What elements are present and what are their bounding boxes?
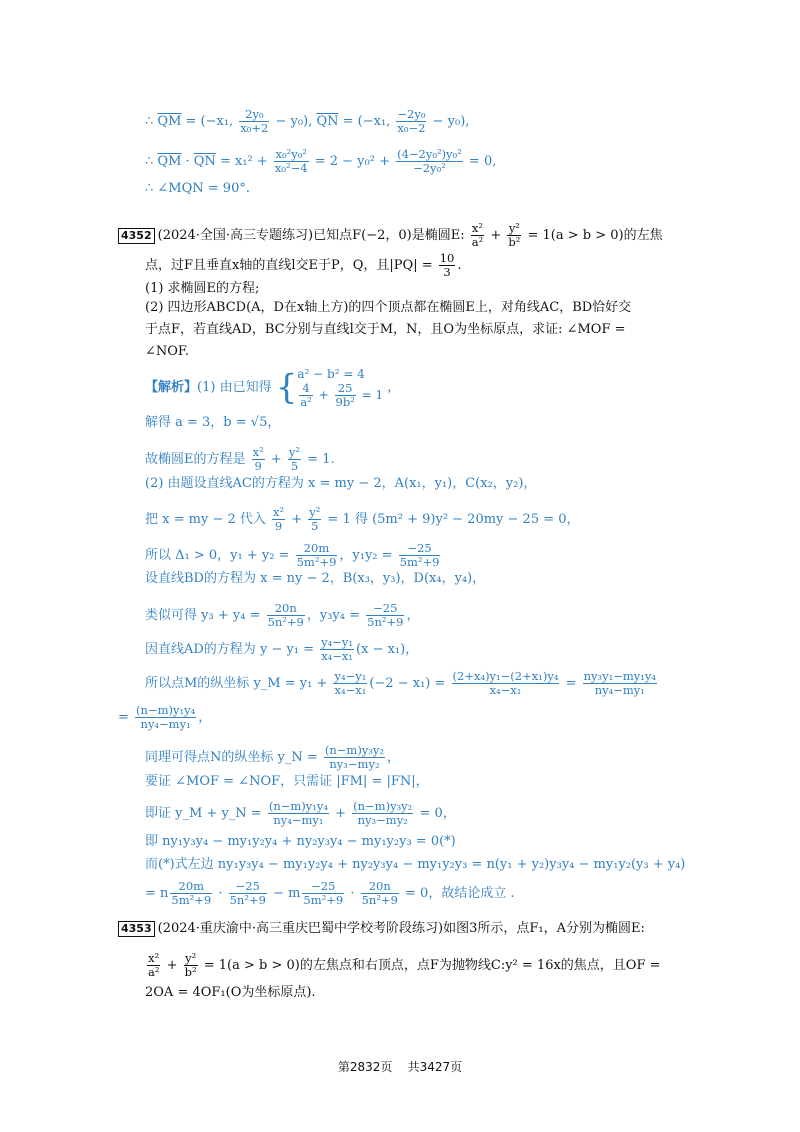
question-number-badge: 4353 bbox=[118, 921, 155, 937]
solution-step-12: 同理可得点N的纵坐标 y_N = $\frac{\text{(n−m)y₃y₂}}{\text{ny₃−my₂}}$ ， bbox=[145, 743, 401, 771]
q4352-stem-line-1: 4352 (2024·全国·高三专题练习)已知点F(−2，0)是椭圆E: $\frac{\text{x²}}{\text{a²}}$ + $\frac{\text{y²}}{\text{b²}}$ = 1(a > b > 0)的左焦 bbox=[118, 222, 663, 249]
solution-step-11: = $\frac{\text{(n−m)y₁y₄}}{\text{ny₄−my₁}}$ ， bbox=[118, 703, 212, 731]
solution-step-17: = n $\frac{20m}{\text{5m²+9}}$ · $\frac{-25}{\text{5n²+9}}$ − m $\frac{-25}{\text{5m²+9}}$ · $\frac{20n}{\text{5n²+9}}$ = 0，故结论成立 . bbox=[145, 879, 515, 907]
page-total: 共3427页 bbox=[407, 1060, 463, 1074]
solution-step-13: 要证 ∠MOF = ∠NOF，只需证 |FM| = |FN|， bbox=[145, 774, 429, 789]
solution-step-7: 设直线BD的方程为 x = ny − 2，B(x₃，y₃)，D(x₄，y₄)， bbox=[145, 571, 486, 586]
q4352-stem-line-2: 点，过F且垂直x轴的直线l交E于P，Q，且|PQ| = $\frac{10}{3}$ . bbox=[145, 251, 462, 279]
solution-step-14: 即证 y_M + y_N = $\frac{\text{(n−m)y₁y₄}}{\text{ny₄−my₁}}$ + $\frac{\text{(n−m)y₃y₂}}{\text{ny₃−my₂}}$ = 0， bbox=[145, 799, 456, 827]
prev-line-2: ∴ $\overline{QM} \cdot \overline{QN} = x_1^2$ + $\frac{\text{x₀²y₀²}}{\text{x₀²−4}}$ = 2 − y₀² + $\frac{\text{(4−2y₀²)y₀²}}{\text{−2y₀²}}$ = 0, bbox=[145, 147, 497, 175]
q4352-part-2-line-3: ∠NOF. bbox=[145, 344, 190, 359]
solution-step-3: 故椭圆E的方程是 $\frac{\text{x²}}{9}$ + $\frac{\text{y²}}{5}$ = 1. bbox=[145, 445, 335, 473]
q4353-line-3: 2OA = 4OF₁(O为坐标原点). bbox=[145, 985, 316, 1000]
solution-step-16: 而(*)式左边 ny₁y₃y₄ − my₁y₂y₄ + ny₂y₃y₄ − my₁y₂y₃ = n(y₁ + y₂)y₃y₄ − my₁y₂(y₃ + y₄) bbox=[145, 857, 686, 872]
solution-step-10: 所以点M的纵坐标 y_M = y₁ + $\frac{\text{y₄−y₁}}{\text{x₄−x₁}}$ (−2 − x₁) = $\frac{\text{(2+x₄)y₁−(2+x₁)y₄}}{\text{x₄−x₁}}$ = $\frac{\text{ny₃y₁−my₁y₄}}{\text{ny₄−my₁}}$ bbox=[145, 669, 656, 697]
solution-step-8: 类似可得 y₃ + y₄ = $\frac{20n}{\text{5n²+9}}$ ，y₃y₄ = $\frac{-25}{\text{5n²+9}}$ ， bbox=[145, 601, 420, 629]
solution-tag: 【解析】 bbox=[145, 380, 198, 395]
solution-step-4: (2) 由题设直线AC的方程为 x = my − 2，A(x₁，y₁)，C(x₂，y₂)， bbox=[145, 476, 537, 491]
solution-step-5: 把 x = my − 2 代入 $\frac{\text{x²}}{9}$ + $\frac{\text{y²}}{5}$ = 1 得 (5m² + 9)y² − 20my − 25 = 0， bbox=[145, 505, 580, 533]
q4353-line-2: $\frac{\text{x²}}{\text{a²}}$ + $\frac{\text{y²}}{\text{b²}}$ = 1(a > b > 0)的左焦点和右顶点，点F为抛物线C:y² = 16x的焦点，且OF = bbox=[148, 951, 661, 979]
solution-step-15: 即 ny₁y₃y₄ − my₁y₂y₄ + ny₂y₃y₄ − my₁y₂y₃ = 0(*) bbox=[145, 834, 456, 849]
prev-line-1: ∴ $\overline{QM} = (-x_1$, $\frac{\text{2y₀}}{\text{x₀+2}}$ − y₀), $\overline{QN} = (-x_1$, $\frac{\text{−2y₀}}{\text{x₀−2}}$ − y₀), bbox=[145, 107, 470, 135]
page-footer bbox=[0, 1058, 800, 1075]
solution-step-2: 解得 a = 3，b = √5， bbox=[145, 415, 281, 430]
prev-line-3: ∴ ∠MQN = 90°. bbox=[145, 181, 250, 196]
q4352-part-2-line-2: 于点F，若直线AD，BC分别与直线l交于M，N，且O为坐标原点，求证: ∠MOF = bbox=[145, 322, 626, 337]
q4352-part-1: (1) 求椭圆E的方程; bbox=[145, 281, 260, 296]
page-number: 第2832页 bbox=[337, 1060, 393, 1074]
question-number-badge: 4352 bbox=[118, 228, 155, 244]
q4353-line-1: 4353 (2024·重庆渝中·高三重庆巴蜀中学校考阶段练习)如图3所示，点F₁，A分别为椭圆E: bbox=[118, 920, 645, 938]
solution-step-9: 因直线AD的方程为 y − y₁ = $\frac{\text{y₄−y₁}}{\text{x₄−x₁}}$ (x − x₁)， bbox=[145, 635, 419, 663]
solution-step-1: 【解析】(1) 由已知得 { a² − b² = 4 $\frac{4}{\text{a²}}$ + $\frac{25}{\text{9b²}}$ = 1 ， bbox=[145, 367, 401, 409]
solution-step-6: 所以 Δ₁ > 0，y₁ + y₂ = $\frac{20m}{\text{5m²+9}}$ ，y₁y₂ = $\frac{-25}{\text{5m²+9}}$ bbox=[145, 541, 440, 569]
q4352-part-2-line-1: (2) 四边形ABCD(A，D在x轴上方)的四个顶点都在椭圆E上，对角线AC，BD恰好交 bbox=[145, 300, 632, 315]
